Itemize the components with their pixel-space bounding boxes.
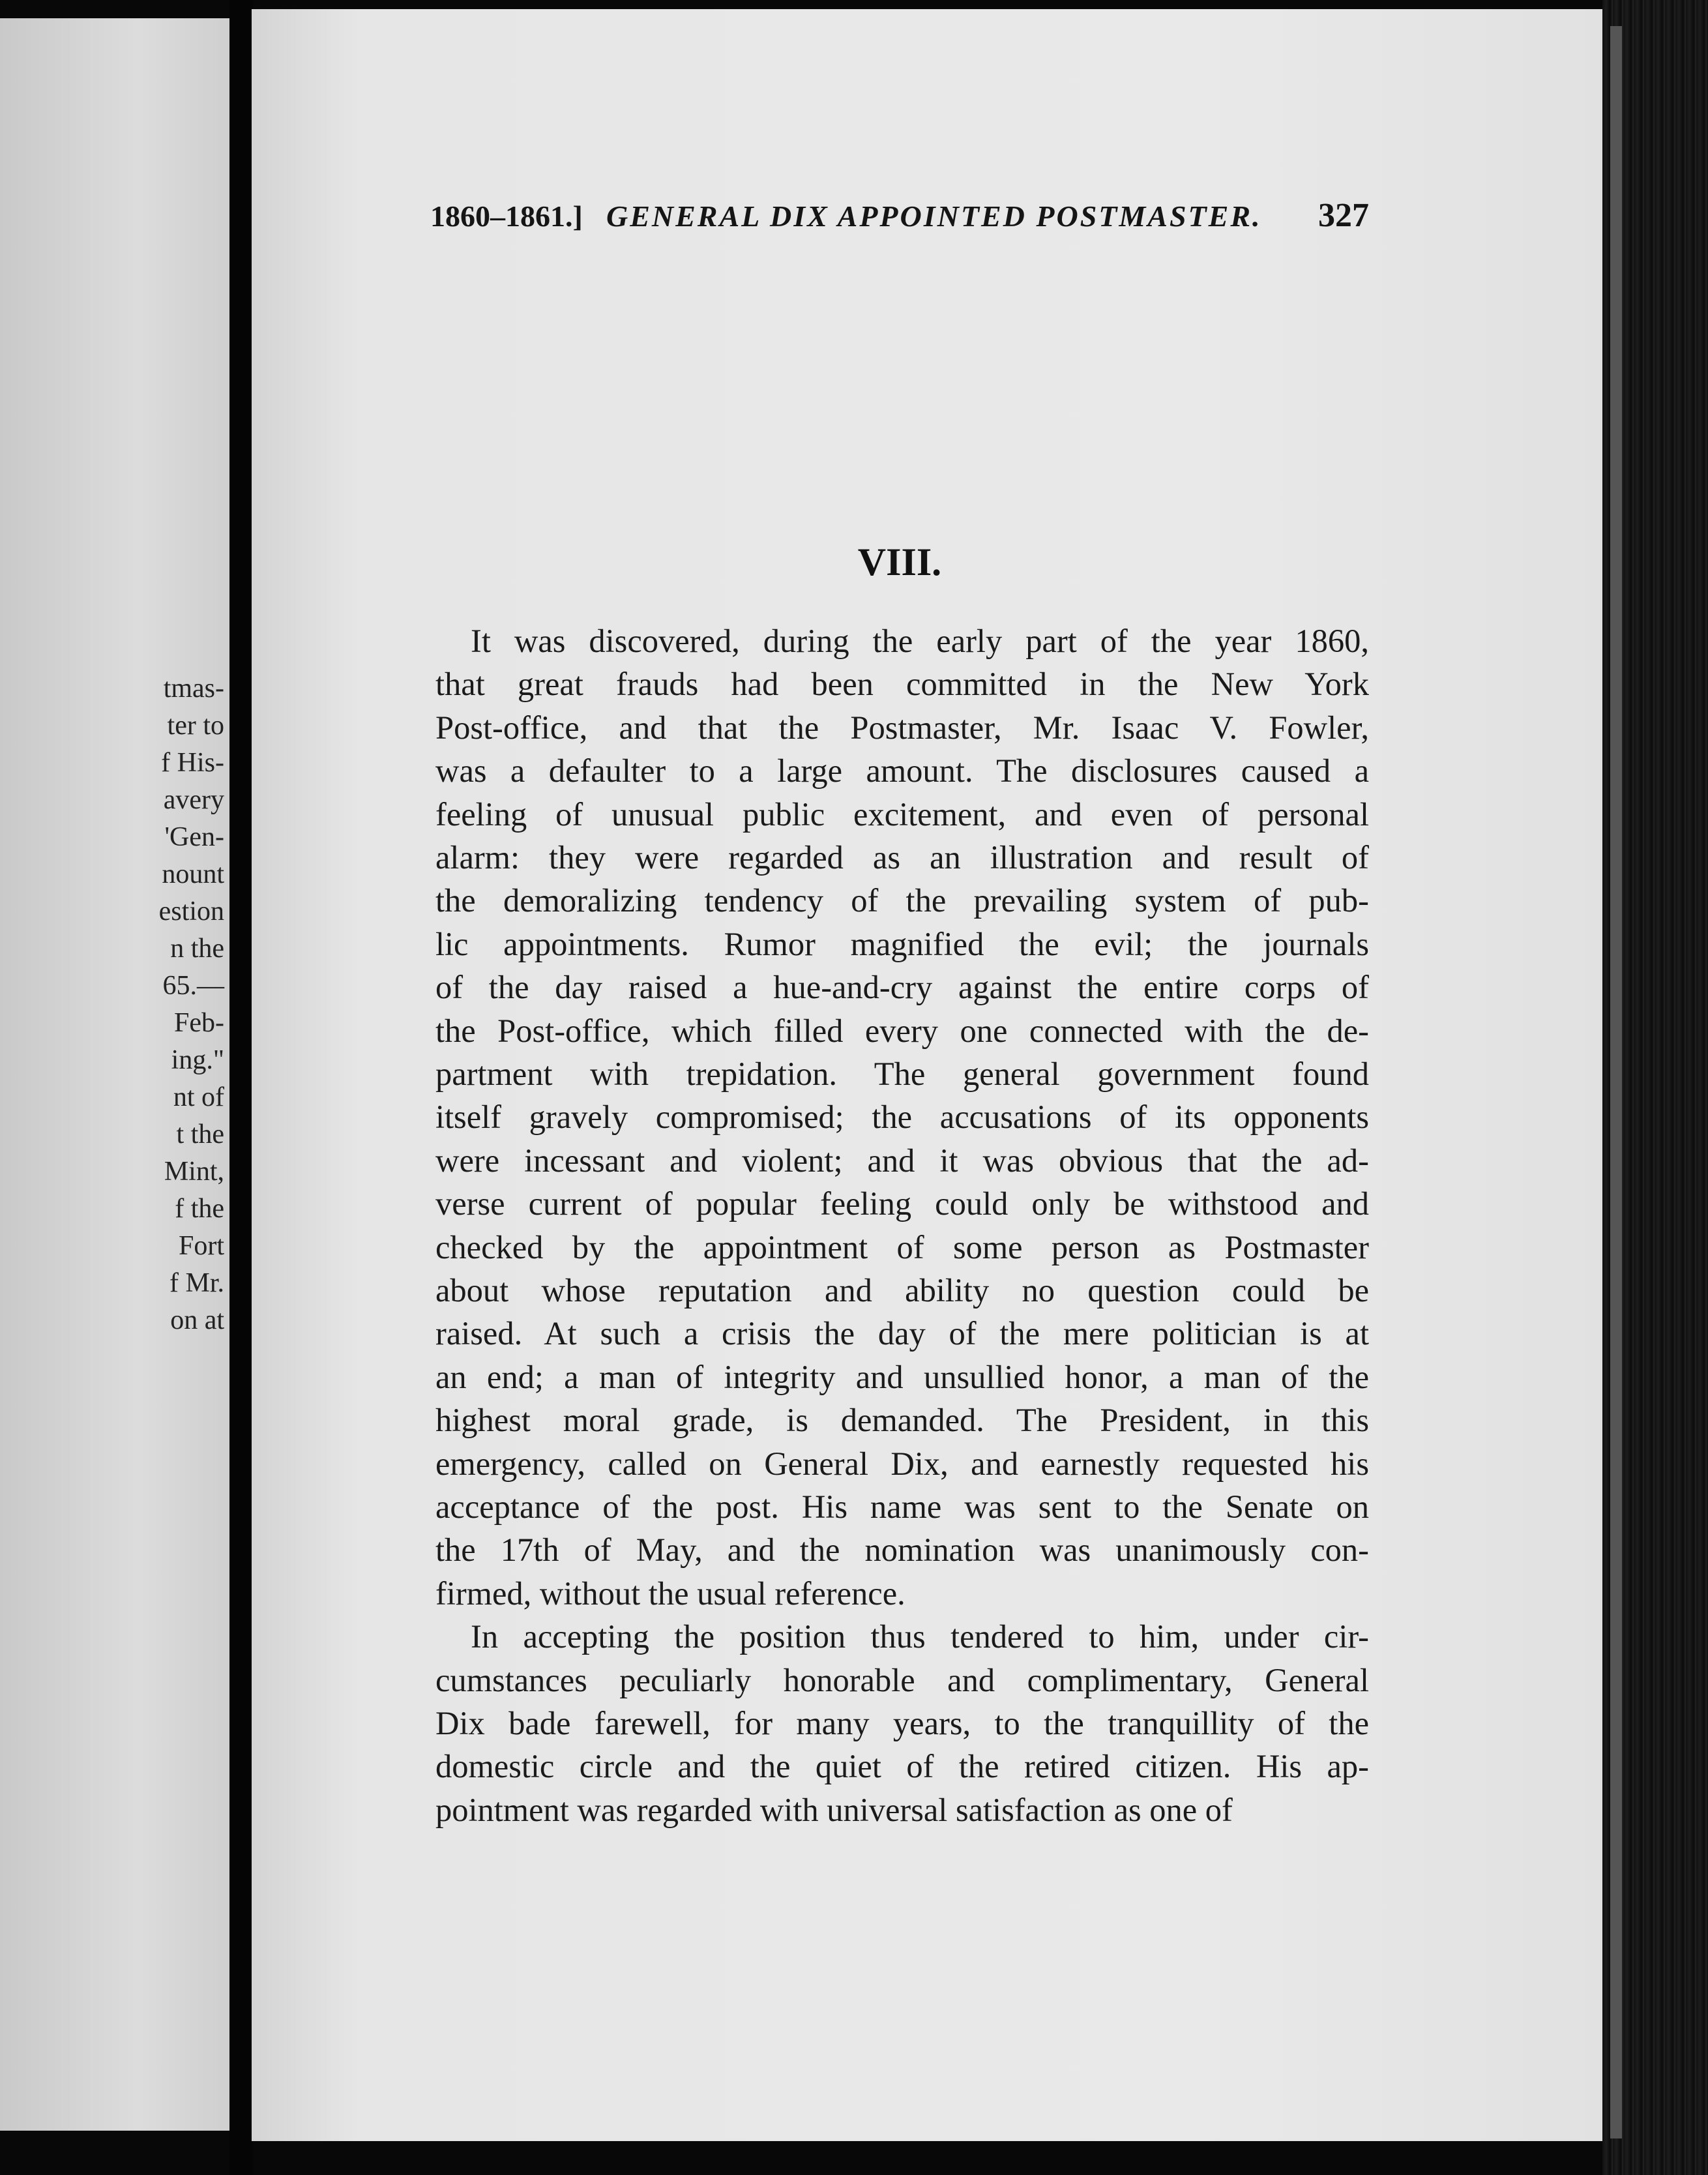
body-line: domestic circle and the quiet of the retired citizen. His ap-: [435, 1748, 1369, 1785]
body-line: It was discovered, during the early part of the year 1860,: [471, 623, 1369, 659]
left-page-fragment: f the: [175, 1194, 224, 1224]
body-line: verse current of popular feeling could only be withstood and: [435, 1185, 1369, 1222]
running-head: [430, 199, 1369, 244]
body-line: was a defaulter to a large amount. The disclosures caused a: [435, 752, 1369, 790]
body-line: itself gravely compromised; the accusations of its opponents: [435, 1099, 1369, 1136]
left-page: [0, 18, 229, 2131]
left-page-fragment: Mint,: [164, 1157, 224, 1187]
body-line: In accepting the position thus tendered to him, under cir-: [471, 1618, 1369, 1655]
body-line: highest moral grade, is demanded. The President, in this: [435, 1402, 1369, 1439]
page-edge-band: [1610, 26, 1622, 2138]
running-head-title: GENERAL DIX APPOINTED POSTMASTER.: [606, 200, 1262, 233]
body-line: feeling of unusual public excitement, and even of personal: [435, 795, 1369, 833]
left-page-fragment: on at: [170, 1305, 224, 1335]
left-page-fragment: f Mr.: [169, 1268, 224, 1298]
body-line: an end; a man of integrity and unsullied honor, a man of the: [435, 1358, 1369, 1395]
body-line: that great frauds had been committed in the New York: [435, 666, 1369, 703]
left-page-fragment: nt of: [173, 1082, 224, 1112]
body-line: raised. At such a crisis the day of the mere politician is at: [435, 1315, 1369, 1352]
book-gutter: [229, 0, 253, 2175]
body-line: partment with trepidation. The general government found: [435, 1056, 1369, 1092]
body-line: alarm: they were regarded as an illustration and result of: [435, 839, 1369, 876]
page-number: 327: [1318, 197, 1369, 234]
left-page-fragment: t the: [176, 1119, 224, 1149]
body-line: checked by the appointment of some person as Postmaster: [435, 1228, 1369, 1265]
body-line: were incessant and violent; and it was obvious that the ad-: [435, 1142, 1369, 1179]
body-line: about whose reputation and ability no question could be: [435, 1272, 1369, 1309]
body-line: acceptance of the post. His name was sent to the Senate on: [435, 1488, 1369, 1525]
chapter-heading: VIII.: [857, 540, 942, 584]
body-line: the Post-office, which filled every one connected with the de-: [435, 1012, 1369, 1049]
body-line: lic appointments. Rumor magnified the evil; the journals: [435, 925, 1369, 962]
left-page-fragment: 65.—: [162, 971, 224, 1001]
left-page-fragment: estion: [158, 896, 224, 926]
left-page-fragment: ing.": [171, 1045, 224, 1075]
left-page-fragment: tmas-: [163, 673, 224, 703]
left-page-fragment: f His-: [161, 748, 224, 778]
body-line: Post-office, and that the Postmaster, Mr. Isaac V. Fowler,: [435, 709, 1369, 746]
left-page-fragment: 'Gen-: [164, 822, 224, 852]
body-line: emergency, called on General Dix, and earnestly requested his: [435, 1445, 1369, 1482]
body-line: of the day raised a hue-and-cry against the entire corps of: [435, 969, 1369, 1006]
body-line: the demoralizing tendency of the prevailing system of pub-: [435, 882, 1369, 919]
left-page-fragment: ter to: [167, 711, 224, 741]
body-line: the 17th of May, and the nomination was unanimously con-: [435, 1531, 1369, 1569]
running-head-years: 1860–1861.]: [430, 200, 583, 233]
body-line: Dix bade farewell, for many years, to the tranquillity of the: [435, 1705, 1369, 1741]
left-page-fragment: n the: [170, 934, 224, 964]
body-line: pointment was regarded with universal satisfaction as one of: [435, 1791, 1233, 1828]
left-page-fragment: Feb-: [174, 1008, 224, 1038]
body-line: firmed, without the usual reference.: [435, 1575, 906, 1612]
left-page-fragment: nount: [162, 859, 224, 889]
left-page-fragment: avery: [163, 785, 224, 815]
body-line: cumstances peculiarly honorable and complimentary, General: [435, 1661, 1369, 1698]
left-page-fragment: Fort: [178, 1231, 224, 1261]
